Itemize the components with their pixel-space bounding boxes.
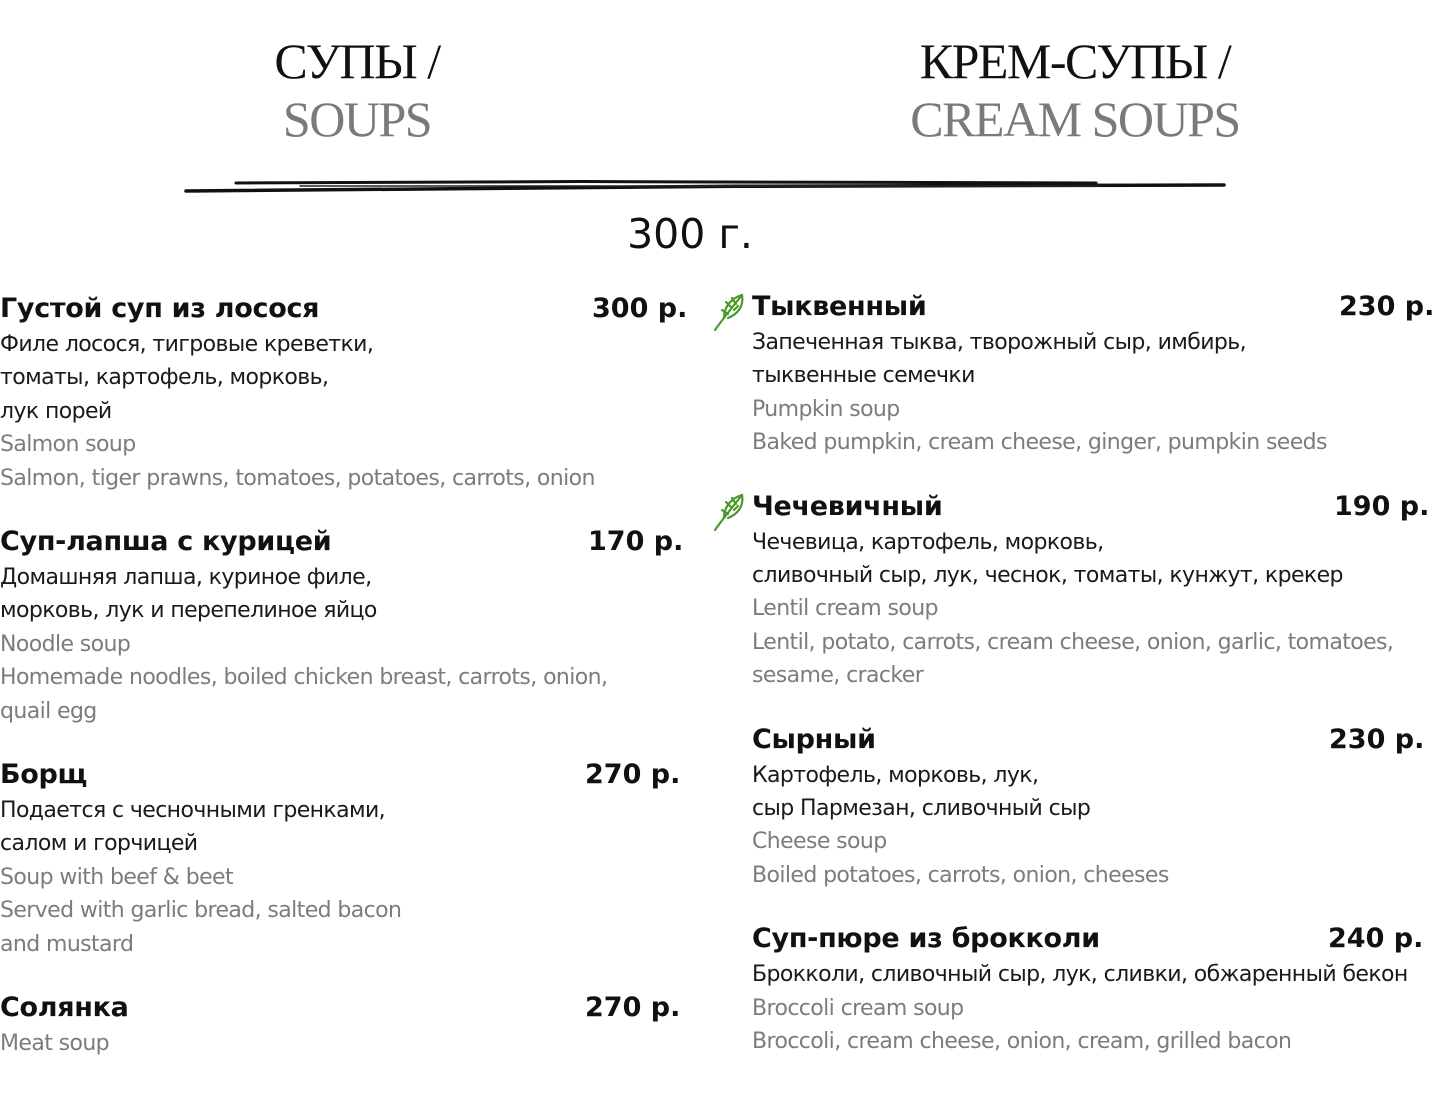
menu-item-name-en: Noodle soup — [0, 631, 131, 657]
menu-item-price: 230 р. — [1329, 723, 1425, 755]
menu-item-description-ru: Домашняя лапша, куриное филе, — [0, 565, 372, 591]
menu-item-name: Густой суп из лосося — [0, 293, 320, 324]
menu-item-name-en: Lentil cream soup — [752, 596, 938, 622]
menu-item-header — [752, 488, 1432, 526]
menu-item-header — [0, 756, 690, 794]
cream-soups-heading-en: CREAM SOUPS — [910, 91, 1240, 147]
menu-item — [0, 290, 690, 495]
menu-item-description-ru: томаты, картофель, морковь, — [0, 365, 329, 391]
menu-item-description-ru: сыр Пармезан, сливочный сыр — [752, 796, 1091, 822]
menu-item — [0, 989, 690, 1060]
soups-heading — [222, 32, 492, 148]
menu-item-price: 300 р. — [592, 293, 688, 324]
menu-item-header — [752, 288, 1435, 326]
menu-item-price: 240 р. — [1328, 923, 1424, 955]
menu-item-header — [752, 721, 1432, 759]
menu-item — [752, 721, 1432, 893]
menu-item-description-en: Lentil, potato, carrots, cream cheese, onion, garlic, tomatoes, — [752, 629, 1394, 655]
soups-list — [0, 290, 690, 1061]
menu-item-description-ru: сливочный сыр, лук, чеснок, томаты, кунжут, крекер — [752, 563, 1343, 589]
menu-item-description-en: Baked pumpkin, cream cheese, ginger, pumpkin seeds — [752, 430, 1327, 456]
menu-item-name: Солянка — [0, 992, 129, 1024]
menu-item-name: Суп-лапша с курицей — [0, 526, 332, 558]
menu-item-name-en: Pumpkin soup — [752, 396, 900, 422]
menu-item-price: 230 р. — [1339, 291, 1435, 322]
leaf-icon — [712, 492, 746, 532]
menu-item-header — [0, 989, 690, 1027]
menu-item-description-ru: Филе лосося, тигровые креветки, — [0, 332, 374, 357]
menu-item-name-en: Meat soup — [0, 1031, 110, 1057]
menu-item-description-en: Salmon, tiger prawns, tomatoes, potatoes, carrots, onion — [0, 465, 595, 491]
menu-item-name-en: Salmon soup — [0, 432, 136, 458]
menu-item-description-ru: Брокколи, сливочный сыр, лук, сливки, обжаренный бекон — [752, 962, 1408, 988]
menu-item-name: Тыквенный — [752, 291, 927, 322]
menu-item-description-en: sesame, cracker — [752, 663, 924, 689]
menu-item-name: Суп-пюре из брокколи — [752, 923, 1100, 955]
menu-item-price: 270 р. — [585, 759, 681, 791]
menu-item-header — [0, 523, 690, 561]
menu-item-name: Сырный — [752, 723, 876, 755]
leaf-icon — [712, 292, 746, 332]
menu-item-description-en: Served with garlic bread, salted bacon — [0, 898, 402, 924]
soups-heading-ru: СУПЫ / — [274, 33, 440, 89]
menu-item-description-en: quail egg — [0, 698, 97, 724]
menu-item-description-en: Homemade noodles, boiled chicken breast, carrots, onion, — [0, 665, 608, 691]
menu-item-description-ru: тыквенные семечки — [752, 363, 975, 389]
menu-item-description-en: Boiled potatoes, carrots, onion, cheeses — [752, 862, 1169, 888]
menu-item — [752, 288, 1435, 460]
menu-item-name: Чечевичный — [752, 490, 943, 522]
menu-item — [752, 488, 1432, 693]
menu-item-name-en: Broccoli cream soup — [752, 995, 964, 1021]
menu-item — [0, 523, 690, 728]
menu-item-description-ru: морковь, лук и перепелиное яйцо — [0, 598, 377, 624]
menu-item-description-ru: Картофель, морковь, лук, — [752, 762, 1039, 788]
menu-item-description-ru: Подается с чесночными гренками, — [0, 798, 386, 824]
menu-item-description-ru: лук порей — [0, 398, 112, 424]
portion-weight: 300 г. — [627, 210, 753, 258]
cream-soups-list — [752, 288, 1435, 1059]
menu-item-name-en: Cheese soup — [752, 829, 887, 855]
menu-item-price: 170 р. — [588, 526, 684, 558]
soups-heading-en: SOUPS — [282, 91, 432, 147]
menu-item-name-en: Soup with beef & beet — [0, 864, 233, 890]
cream-soups-heading — [855, 32, 1295, 148]
menu-item-description-en: and mustard — [0, 931, 134, 957]
menu-item-header — [752, 920, 1432, 958]
menu-item-description-ru: салом и горчицей — [0, 831, 198, 857]
menu-item-header — [0, 290, 690, 328]
brush-divider — [0, 170, 1440, 210]
menu-item-name: Борщ — [0, 759, 88, 791]
menu-item-description-ru: Запеченная тыква, творожный сыр, имбирь, — [752, 330, 1247, 355]
cream-soups-heading-ru: КРЕМ-СУПЫ / — [919, 33, 1231, 89]
menu-item-description-ru: Чечевица, картофель, морковь, — [752, 529, 1104, 555]
menu-item-price: 270 р. — [585, 992, 681, 1024]
menu-item — [0, 756, 690, 961]
menu-item — [752, 920, 1432, 1058]
menu-item-description-en: Broccoli, cream cheese, onion, cream, grilled bacon — [752, 1029, 1292, 1055]
menu-item-price: 190 р. — [1334, 490, 1430, 522]
